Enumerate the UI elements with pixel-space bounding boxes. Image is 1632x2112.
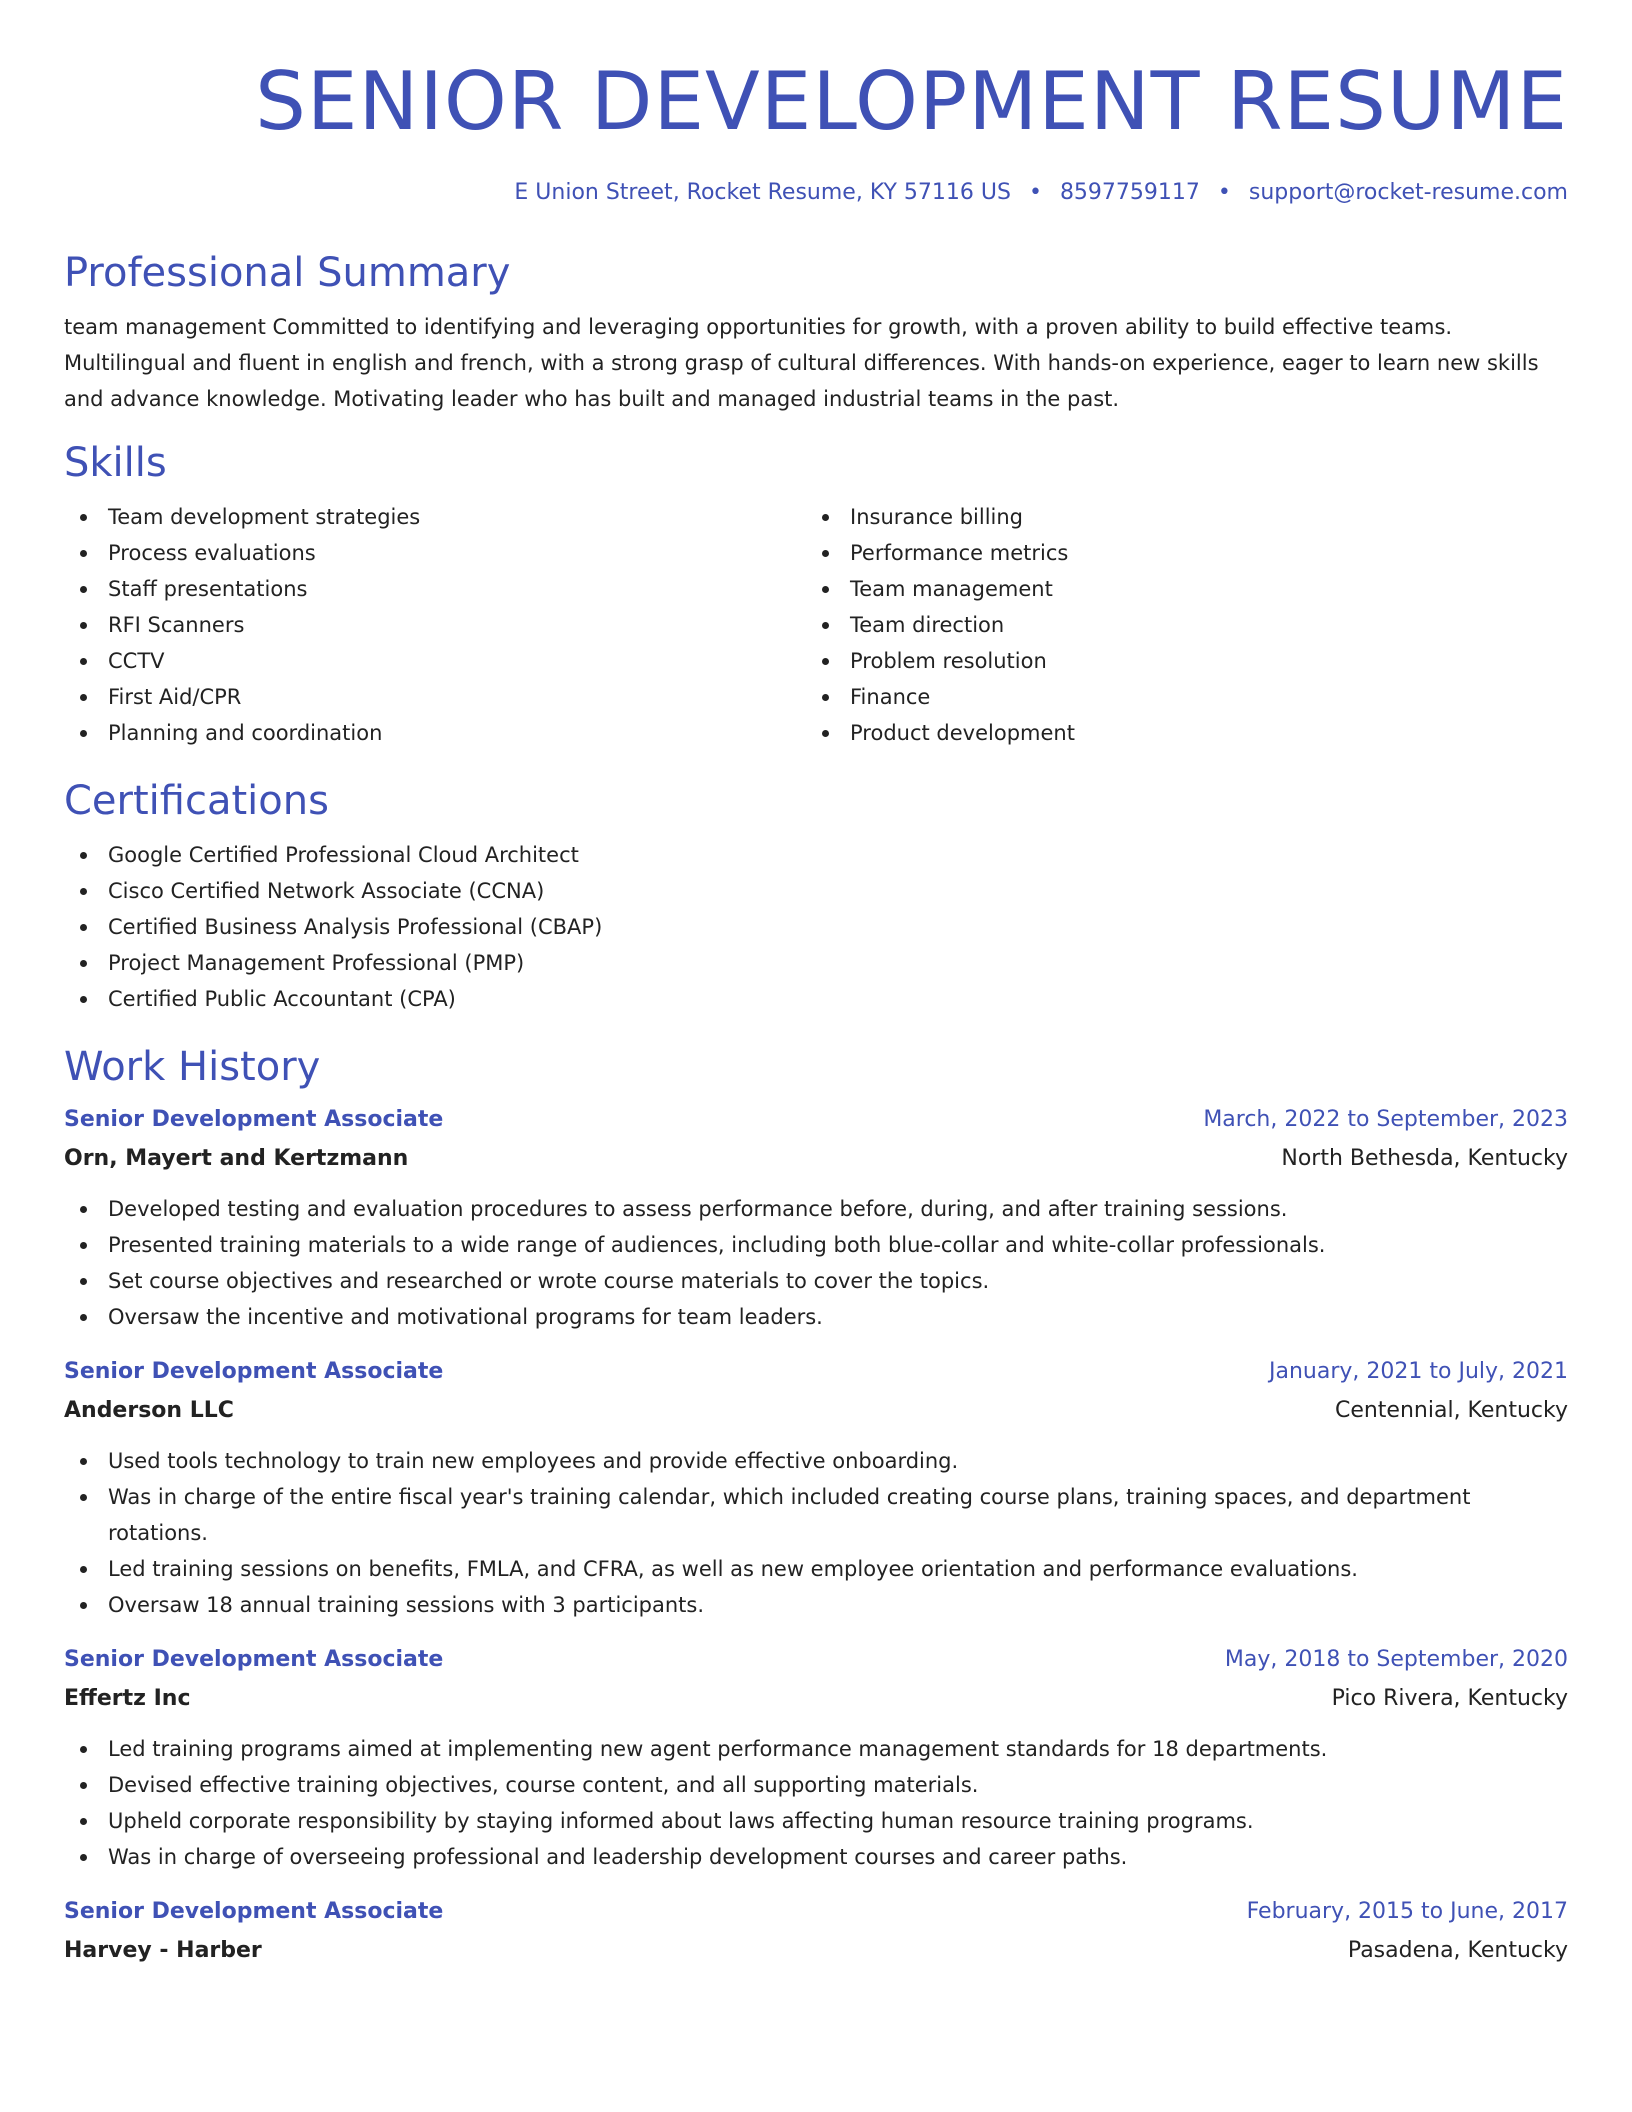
contact-email: support@rocket-resume.com [1248,180,1568,205]
summary-text: team management Committed to identifying and leveraging opportunities for growth, with a proven ability to build effective teams. Multilingual and fluent in english and french, with a strong grasp of cultural differences. With hands-on experience, eager to learn new skills and advance knowledge. Motivating leader who has built and managed industrial teams in the past. [64,315,1539,411]
job-bullet: Oversaw the incentive and motivational programs for team leaders. [64,1299,1568,1335]
job-subheader [64,1679,1568,1719]
skill-item: Finance [806,679,1548,715]
job-role: Senior Development Associate [64,1899,444,1924]
certification-item: Google Certified Professional Cloud Architect [64,837,1568,873]
job-bullet: Used tools technology to train new employees and provide effective onboarding. [64,1443,1568,1479]
skill-item: Staff presentations [64,571,806,607]
job-company: Anderson LLC [64,1398,234,1423]
contact-separator: • [1217,180,1231,205]
skill-item: Team development strategies [64,499,806,535]
job-bullets [64,1443,1568,1623]
contact-phone: 8597759117 [1059,180,1200,205]
certifications-list [64,837,1568,1017]
skill-item: First Aid/CPR [64,679,806,715]
skill-item: Team direction [806,607,1548,643]
job-subheader [64,1391,1568,1431]
skill-item: Insurance billing [806,499,1548,535]
resume-title: SENIOR DEVELOPMENT RESUME [255,55,1568,148]
job-location: Centennial, Kentucky [1334,1398,1568,1423]
job-bullet: Oversaw 18 annual training sessions with 3 participants. [64,1587,1568,1623]
work-history-heading: Work History [64,1044,321,1090]
job-bullet: Developed testing and evaluation procedures to assess performance before, during, and after training sessions. [64,1191,1568,1227]
job-dates: February, 2015 to June, 2017 [1246,1899,1568,1924]
job-company: Effertz Inc [64,1686,191,1711]
job-header [64,1353,1568,1391]
skills-heading: Skills [64,440,167,486]
skill-item: Problem resolution [806,643,1548,679]
job-header [64,1641,1568,1679]
skill-item: Performance metrics [806,535,1548,571]
job-dates: March, 2022 to September, 2023 [1203,1107,1568,1132]
job-entry [64,1353,1568,1623]
job-header [64,1893,1568,1931]
job-company: Harvey - Harber [64,1938,262,1963]
skills-list-left [64,499,806,751]
skill-item: CCTV [64,643,806,679]
job-subheader [64,1931,1568,1971]
job-entry [64,1101,1568,1335]
job-location: Pasadena, Kentucky [1347,1938,1568,1963]
contact-separator: • [1028,180,1042,205]
job-header [64,1101,1568,1139]
certification-item: Certified Business Analysis Professional (CBAP) [64,909,1568,945]
job-bullet: Led training programs aimed at implementing new agent performance management standards for 18 departments. [64,1731,1568,1767]
job-bullet: Was in charge of the entire fiscal year's training calendar, which included creating course plans, training spaces, and department rotations. [64,1479,1568,1551]
job-entry [64,1893,1568,1971]
job-role: Senior Development Associate [64,1359,444,1384]
certification-item: Project Management Professional (PMP) [64,945,1568,981]
skill-item: RFI Scanners [64,607,806,643]
skill-item: Planning and coordination [64,715,806,751]
certification-item: Cisco Certified Network Associate (CCNA) [64,873,1568,909]
job-subheader [64,1139,1568,1179]
summary-heading: Professional Summary [64,250,511,296]
job-bullets [64,1731,1568,1875]
certifications-heading: Certifications [64,778,329,824]
job-dates: January, 2021 to July, 2021 [1269,1359,1568,1384]
job-bullet: Led training sessions on benefits, FMLA, and CFRA, as well as new employee orientation and performance evaluations. [64,1551,1568,1587]
contact-address: E Union Street, Rocket Resume, KY 57116 US [514,180,1011,205]
job-bullet: Was in charge of overseeing professional and leadership development courses and career paths. [64,1839,1568,1875]
job-bullets [64,1191,1568,1335]
certification-item: Certified Public Accountant (CPA) [64,981,1568,1017]
skills-columns [64,499,1568,751]
skill-item: Team management [806,571,1548,607]
skill-item: Process evaluations [64,535,806,571]
job-location: North Bethesda, Kentucky [1281,1146,1568,1171]
skills-list-right [806,499,1548,751]
job-dates: May, 2018 to September, 2020 [1224,1647,1568,1672]
job-bullet: Set course objectives and researched or wrote course materials to cover the topics. [64,1263,1568,1299]
job-role: Senior Development Associate [64,1647,444,1672]
job-company: Orn, Mayert and Kertzmann [64,1146,409,1171]
job-bullet: Devised effective training objectives, course content, and all supporting materials. [64,1767,1568,1803]
job-location: Pico Rivera, Kentucky [1331,1686,1568,1711]
job-role: Senior Development Associate [64,1107,444,1132]
contact-line [64,180,1568,205]
job-entry [64,1641,1568,1875]
skill-item: Product development [806,715,1548,751]
job-bullet: Presented training materials to a wide range of audiences, including both blue-collar and white-collar professionals. [64,1227,1568,1263]
job-bullet: Upheld corporate responsibility by staying informed about laws affecting human resource training programs. [64,1803,1568,1839]
